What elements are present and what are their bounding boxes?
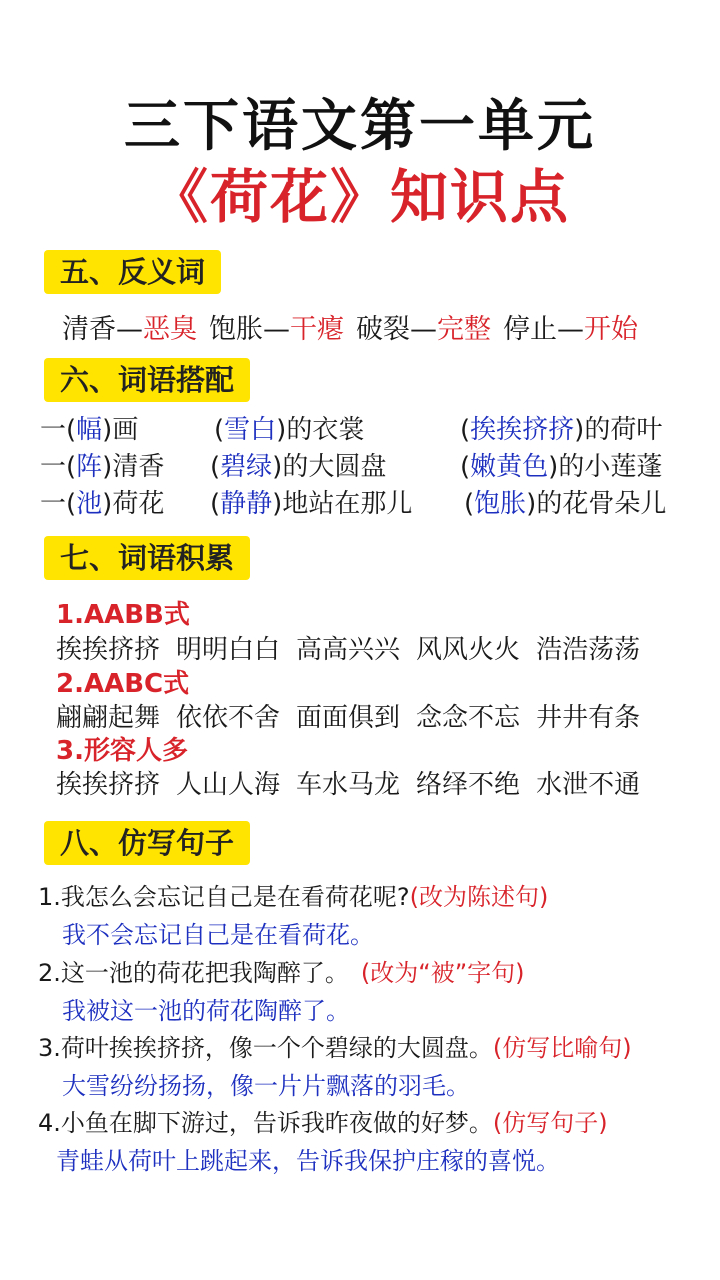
sentence-question: 1.我怎么会忘记自己是在看荷花呢?(改为陈述句) <box>38 883 549 911</box>
antonym-pair: 破裂—完整 <box>356 314 491 345</box>
page-subtitle: 《荷花》知识点 <box>149 163 570 231</box>
collocation-item: (碧绿)的大圆盘 <box>210 452 387 482</box>
collocation-item: (静静)地站在那儿 <box>210 489 413 519</box>
vocab-word-list: 挨挨挤挤 明明白白 高高兴兴 风风火火 浩浩荡荡 <box>56 635 641 665</box>
antonym-pair: 清香—恶臭 <box>62 314 197 345</box>
collocation-row <box>40 486 667 522</box>
antonym-pair: 停止—开始 <box>503 314 638 345</box>
vocab-word-list: 翩翩起舞 依依不舍 面面俱到 念念不忘 井井有条 <box>56 703 641 733</box>
antonym-pair: 饱胀—干瘪 <box>209 314 344 345</box>
vocab-group-label: 2.AABC式 <box>56 669 190 699</box>
collocation-item: (雪白)的衣裳 <box>214 415 365 445</box>
sentence-question: 2.这一池的荷花把我陶醉了。 (改为“被”字句) <box>38 959 525 987</box>
collocation-row <box>40 449 663 485</box>
sentence-answer: 大雪纷纷扬扬，像一片片飘落的羽毛。 <box>62 1072 470 1100</box>
sentence-answer: 青蛙从荷叶上跳起来，告诉我保护庄稼的喜悦。 <box>56 1147 560 1175</box>
vocab-word-list: 挨挨挤挤 人山人海 车水马龙 络绎不绝 水泄不通 <box>56 770 641 800</box>
collocation-item: (饱胀)的花骨朵儿 <box>464 489 667 519</box>
page-title: 三下语文第一单元 <box>124 94 596 159</box>
sentence-question: 4.小鱼在脚下游过，告诉我昨夜做的好梦。(仿写句子) <box>38 1109 608 1137</box>
collocation-item: 一(阵)清香 <box>40 452 165 482</box>
sentence-question: 3.荷叶挨挨挤挤，像一个个碧绿的大圆盘。(仿写比喻句) <box>38 1034 632 1062</box>
section-heading-sentences: 八、仿写句子 <box>44 821 250 865</box>
antonym-list <box>62 312 638 348</box>
collocation-row <box>40 412 663 448</box>
section-heading-antonyms: 五、反义词 <box>44 250 221 294</box>
collocation-item: (嫩黄色)的小莲蓬 <box>460 452 663 482</box>
vocab-group-label: 3.形容人多 <box>56 736 188 766</box>
collocation-item: 一(幅)画 <box>40 415 139 445</box>
sentence-answer: 我被这一池的荷花陶醉了。 <box>62 997 350 1025</box>
collocation-item: (挨挨挤挤)的荷叶 <box>460 415 663 445</box>
section-heading-vocabulary: 七、词语积累 <box>44 536 250 580</box>
section-heading-collocations: 六、词语搭配 <box>44 358 250 402</box>
vocab-group-label: 1.AABB式 <box>56 600 190 630</box>
sentence-answer: 我不会忘记自己是在看荷花。 <box>62 921 374 949</box>
collocation-item: 一(池)荷花 <box>40 489 165 519</box>
